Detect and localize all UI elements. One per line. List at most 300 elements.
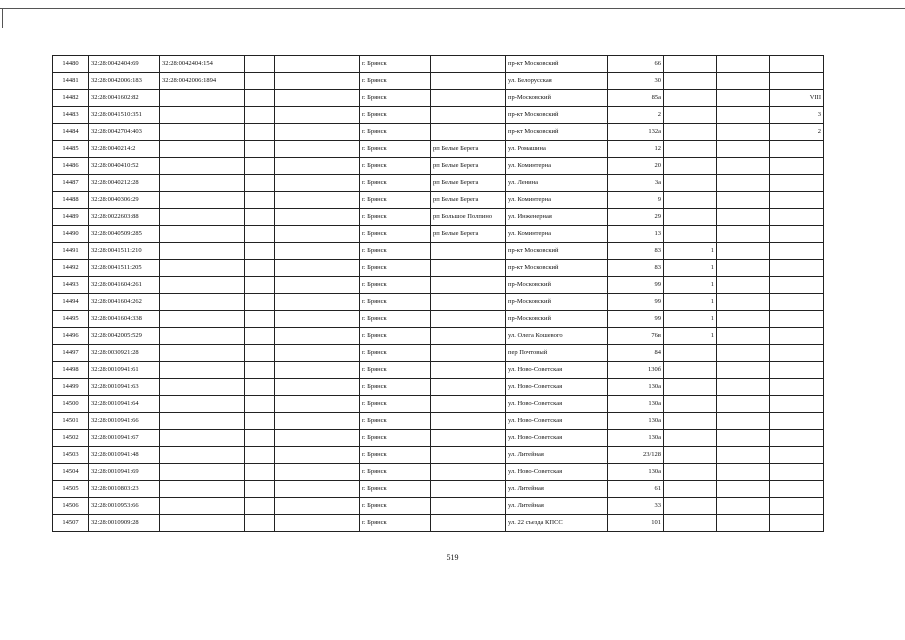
cell-value-2 xyxy=(717,498,770,515)
cell-value-2 xyxy=(717,277,770,294)
cell-street: пр-Московский xyxy=(506,311,608,328)
cell-settlement xyxy=(431,498,506,515)
cell-related-cadastral-number xyxy=(160,226,245,243)
cell-related-cadastral-number xyxy=(160,345,245,362)
cell-value-1 xyxy=(664,498,717,515)
table-row xyxy=(53,107,824,124)
cell-record-number: 14492 xyxy=(53,260,89,277)
cell-city: г. Брянск xyxy=(360,107,431,124)
cell-street: пр-кт Московский xyxy=(506,124,608,141)
cell-cadastral-number: 32:28:0041602:82 xyxy=(89,90,160,107)
cell-related-cadastral-number xyxy=(160,311,245,328)
cell-cadastral-number: 32:28:0010909:28 xyxy=(89,515,160,532)
cell-settlement xyxy=(431,481,506,498)
table-row xyxy=(53,481,824,498)
cell-settlement xyxy=(431,124,506,141)
cell-value-3 xyxy=(770,56,824,73)
cell-related-cadastral-number xyxy=(160,277,245,294)
cell-value-2 xyxy=(717,413,770,430)
cell-settlement xyxy=(431,430,506,447)
cell-record-number: 14487 xyxy=(53,175,89,192)
cell-cadastral-number: 32:28:0041604:261 xyxy=(89,277,160,294)
cell-record-number: 14501 xyxy=(53,413,89,430)
cell-related-cadastral-number xyxy=(160,430,245,447)
cell-house-number: 99 xyxy=(608,294,664,311)
table-row xyxy=(53,277,824,294)
cell-cadastral-number: 32:28:0010941:66 xyxy=(89,413,160,430)
cell-empty xyxy=(275,158,360,175)
cell-empty xyxy=(275,107,360,124)
cell-empty xyxy=(275,260,360,277)
cell-settlement xyxy=(431,107,506,124)
cell-record-number: 14491 xyxy=(53,243,89,260)
cell-related-cadastral-number xyxy=(160,447,245,464)
cell-empty xyxy=(275,90,360,107)
cell-cadastral-number: 32:28:0042005:529 xyxy=(89,328,160,345)
cell-city: г. Брянск xyxy=(360,362,431,379)
cell-empty xyxy=(275,294,360,311)
cell-city: г. Брянск xyxy=(360,311,431,328)
cell-house-number: 130а xyxy=(608,396,664,413)
cell-settlement xyxy=(431,311,506,328)
cell-settlement xyxy=(431,90,506,107)
cell-house-number: 85а xyxy=(608,90,664,107)
cell-house-number: 130б xyxy=(608,362,664,379)
cell-record-number: 14489 xyxy=(53,209,89,226)
table-row xyxy=(53,124,824,141)
cell-value-1 xyxy=(664,141,717,158)
cell-empty xyxy=(275,447,360,464)
cell-settlement xyxy=(431,56,506,73)
cell-street: ул. Олега Кошевого xyxy=(506,328,608,345)
cell-empty xyxy=(245,345,275,362)
cell-value-1 xyxy=(664,56,717,73)
cell-house-number: 99 xyxy=(608,311,664,328)
cell-street: пер Почтовый xyxy=(506,345,608,362)
cell-street: ул. Коминтерна xyxy=(506,226,608,243)
cell-cadastral-number: 32:28:0042704:403 xyxy=(89,124,160,141)
cell-street: ул. Ново-Советская xyxy=(506,464,608,481)
cell-city: г. Брянск xyxy=(360,158,431,175)
cell-value-1 xyxy=(664,124,717,141)
table-row xyxy=(53,192,824,209)
cell-empty xyxy=(275,243,360,260)
cell-empty xyxy=(275,73,360,90)
cell-city: г. Брянск xyxy=(360,515,431,532)
cell-city: г. Брянск xyxy=(360,141,431,158)
cell-empty xyxy=(275,124,360,141)
cell-value-3 xyxy=(770,175,824,192)
cell-cadastral-number: 32:28:0040214:2 xyxy=(89,141,160,158)
cell-city: г. Брянск xyxy=(360,379,431,396)
cell-house-number: 33 xyxy=(608,498,664,515)
cell-empty xyxy=(275,396,360,413)
cell-empty xyxy=(245,209,275,226)
cell-empty xyxy=(275,141,360,158)
cell-related-cadastral-number xyxy=(160,362,245,379)
cell-street: ул. Ново-Советская xyxy=(506,396,608,413)
cell-value-3 xyxy=(770,311,824,328)
cell-value-2 xyxy=(717,328,770,345)
cell-value-3 xyxy=(770,362,824,379)
cell-empty xyxy=(245,243,275,260)
cell-empty xyxy=(245,277,275,294)
cell-empty xyxy=(245,260,275,277)
table-row xyxy=(53,73,824,90)
cell-related-cadastral-number xyxy=(160,379,245,396)
cell-city: г. Брянск xyxy=(360,430,431,447)
cell-empty xyxy=(275,379,360,396)
cell-empty xyxy=(245,107,275,124)
cell-value-3 xyxy=(770,396,824,413)
cell-value-3: 3 xyxy=(770,107,824,124)
cell-value-1 xyxy=(664,90,717,107)
cell-empty xyxy=(275,430,360,447)
cell-cadastral-number: 32:28:0040410:52 xyxy=(89,158,160,175)
cell-value-3: 2 xyxy=(770,124,824,141)
cell-empty xyxy=(245,447,275,464)
cell-cadastral-number: 32:28:0042006:183 xyxy=(89,73,160,90)
cell-value-3 xyxy=(770,464,824,481)
cell-cadastral-number: 32:28:0010941:67 xyxy=(89,430,160,447)
table-row xyxy=(53,226,824,243)
cell-value-3 xyxy=(770,73,824,90)
cell-related-cadastral-number: 32:28:0042404:154 xyxy=(160,56,245,73)
cell-city: г. Брянск xyxy=(360,260,431,277)
cell-house-number: 130а xyxy=(608,413,664,430)
cell-value-2 xyxy=(717,158,770,175)
cell-record-number: 14498 xyxy=(53,362,89,379)
cell-house-number: 130а xyxy=(608,464,664,481)
cell-cadastral-number: 32:28:0040212:28 xyxy=(89,175,160,192)
cell-record-number: 14503 xyxy=(53,447,89,464)
cell-street: пр-кт Московский xyxy=(506,56,608,73)
cell-settlement xyxy=(431,515,506,532)
cell-related-cadastral-number: 32:28:0042006:1894 xyxy=(160,73,245,90)
cell-street: пр-Московский xyxy=(506,294,608,311)
cell-record-number: 14482 xyxy=(53,90,89,107)
cell-value-2 xyxy=(717,294,770,311)
cell-record-number: 14502 xyxy=(53,430,89,447)
cell-empty xyxy=(245,515,275,532)
cell-street: ул. Коминтерна xyxy=(506,192,608,209)
table-row xyxy=(53,141,824,158)
table-row xyxy=(53,158,824,175)
cell-related-cadastral-number xyxy=(160,515,245,532)
cell-street: пр-кт Московский xyxy=(506,260,608,277)
cell-related-cadastral-number xyxy=(160,243,245,260)
cell-empty xyxy=(245,481,275,498)
cell-related-cadastral-number xyxy=(160,481,245,498)
cell-empty xyxy=(275,192,360,209)
cell-value-3: VIII xyxy=(770,90,824,107)
cell-settlement xyxy=(431,447,506,464)
cell-house-number: 61 xyxy=(608,481,664,498)
cell-cadastral-number: 32:28:0042404:69 xyxy=(89,56,160,73)
cell-value-1 xyxy=(664,192,717,209)
cell-value-1 xyxy=(664,362,717,379)
cell-empty xyxy=(245,379,275,396)
cell-city: г. Брянск xyxy=(360,413,431,430)
cell-related-cadastral-number xyxy=(160,90,245,107)
cell-value-1 xyxy=(664,73,717,90)
cell-record-number: 14505 xyxy=(53,481,89,498)
registry-body xyxy=(53,56,824,532)
cell-value-3 xyxy=(770,430,824,447)
cell-record-number: 14507 xyxy=(53,515,89,532)
cell-related-cadastral-number xyxy=(160,413,245,430)
cell-city: г. Брянск xyxy=(360,345,431,362)
cell-house-number: 99 xyxy=(608,277,664,294)
cell-value-1 xyxy=(664,345,717,362)
cell-value-1 xyxy=(664,464,717,481)
cell-value-3 xyxy=(770,192,824,209)
cell-house-number: 76в xyxy=(608,328,664,345)
cell-record-number: 14500 xyxy=(53,396,89,413)
cell-cadastral-number: 32:28:0040306:29 xyxy=(89,192,160,209)
cell-street: ул. Литейная xyxy=(506,498,608,515)
cell-empty xyxy=(275,515,360,532)
cell-value-2 xyxy=(717,56,770,73)
cell-empty xyxy=(245,124,275,141)
cell-cadastral-number: 32:28:0041604:338 xyxy=(89,311,160,328)
table-row xyxy=(53,260,824,277)
cell-record-number: 14486 xyxy=(53,158,89,175)
cell-empty xyxy=(245,464,275,481)
cell-related-cadastral-number xyxy=(160,107,245,124)
cell-settlement: рп Белые Берега xyxy=(431,226,506,243)
cell-street: пр-кт Московский xyxy=(506,243,608,260)
cell-settlement xyxy=(431,294,506,311)
cell-related-cadastral-number xyxy=(160,209,245,226)
cell-value-2 xyxy=(717,260,770,277)
cell-empty xyxy=(245,362,275,379)
cell-cadastral-number: 32:28:0010941:64 xyxy=(89,396,160,413)
table-row xyxy=(53,362,824,379)
cell-record-number: 14497 xyxy=(53,345,89,362)
cell-cadastral-number: 32:28:0030921:28 xyxy=(89,345,160,362)
cell-empty xyxy=(275,311,360,328)
cell-value-3 xyxy=(770,498,824,515)
cell-street: ул. Ленина xyxy=(506,175,608,192)
table-row xyxy=(53,413,824,430)
cell-value-2 xyxy=(717,209,770,226)
cell-record-number: 14506 xyxy=(53,498,89,515)
cell-cadastral-number: 32:28:0022603:88 xyxy=(89,209,160,226)
cell-street: ул. Белорусская xyxy=(506,73,608,90)
cell-value-3 xyxy=(770,260,824,277)
cell-house-number: 132а xyxy=(608,124,664,141)
cell-related-cadastral-number xyxy=(160,124,245,141)
cell-value-1: 1 xyxy=(664,243,717,260)
cell-value-1 xyxy=(664,447,717,464)
cell-empty xyxy=(245,226,275,243)
cell-street: пр-Московский xyxy=(506,277,608,294)
page-top-rule xyxy=(0,8,905,9)
cell-street: пр-Московский xyxy=(506,90,608,107)
cell-value-3 xyxy=(770,328,824,345)
cell-settlement xyxy=(431,73,506,90)
cell-empty xyxy=(245,141,275,158)
cell-record-number: 14484 xyxy=(53,124,89,141)
cell-value-1 xyxy=(664,481,717,498)
cell-empty xyxy=(245,73,275,90)
cell-settlement xyxy=(431,413,506,430)
cell-empty xyxy=(245,430,275,447)
cell-value-1: 1 xyxy=(664,277,717,294)
cell-value-2 xyxy=(717,362,770,379)
cell-street: ул. Ново-Советская xyxy=(506,413,608,430)
cell-house-number: 66 xyxy=(608,56,664,73)
cell-cadastral-number: 32:28:0041510:351 xyxy=(89,107,160,124)
cell-value-3 xyxy=(770,515,824,532)
cell-cadastral-number: 32:28:0010941:48 xyxy=(89,447,160,464)
table-row xyxy=(53,328,824,345)
cell-city: г. Брянск xyxy=(360,277,431,294)
cell-empty xyxy=(245,498,275,515)
cell-settlement xyxy=(431,396,506,413)
cell-value-2 xyxy=(717,107,770,124)
cell-empty xyxy=(245,396,275,413)
cell-street: ул. Инженерная xyxy=(506,209,608,226)
cell-value-3 xyxy=(770,277,824,294)
cell-city: г. Брянск xyxy=(360,209,431,226)
cell-value-1: 1 xyxy=(664,328,717,345)
cell-empty xyxy=(275,56,360,73)
cell-related-cadastral-number xyxy=(160,498,245,515)
cell-empty xyxy=(245,311,275,328)
cell-value-3 xyxy=(770,294,824,311)
cell-city: г. Брянск xyxy=(360,447,431,464)
cell-value-1 xyxy=(664,226,717,243)
cell-house-number: 29 xyxy=(608,209,664,226)
cell-related-cadastral-number xyxy=(160,464,245,481)
cell-city: г. Брянск xyxy=(360,56,431,73)
cell-city: г. Брянск xyxy=(360,243,431,260)
cell-cadastral-number: 32:28:0010941:63 xyxy=(89,379,160,396)
cell-empty xyxy=(275,464,360,481)
cell-street: ул. Коминтерна xyxy=(506,158,608,175)
cell-settlement xyxy=(431,379,506,396)
cell-empty xyxy=(275,498,360,515)
cell-value-1 xyxy=(664,158,717,175)
cell-value-2 xyxy=(717,345,770,362)
cell-value-1 xyxy=(664,379,717,396)
cell-value-2 xyxy=(717,192,770,209)
cell-empty xyxy=(245,158,275,175)
cell-record-number: 14504 xyxy=(53,464,89,481)
cell-house-number: 84 xyxy=(608,345,664,362)
cell-settlement xyxy=(431,243,506,260)
cell-value-3 xyxy=(770,226,824,243)
table-row xyxy=(53,396,824,413)
cell-value-1 xyxy=(664,413,717,430)
cell-settlement: рп Белые Берега xyxy=(431,192,506,209)
cell-city: г. Брянск xyxy=(360,294,431,311)
table-row xyxy=(53,379,824,396)
cell-empty xyxy=(245,328,275,345)
cell-value-3 xyxy=(770,209,824,226)
cell-city: г. Брянск xyxy=(360,498,431,515)
cell-house-number: 20 xyxy=(608,158,664,175)
cell-record-number: 14485 xyxy=(53,141,89,158)
cell-record-number: 14494 xyxy=(53,294,89,311)
cell-city: г. Брянск xyxy=(360,124,431,141)
cell-empty xyxy=(245,90,275,107)
cell-value-2 xyxy=(717,243,770,260)
cell-empty xyxy=(275,362,360,379)
cell-value-1 xyxy=(664,209,717,226)
cell-related-cadastral-number xyxy=(160,260,245,277)
cell-record-number: 14496 xyxy=(53,328,89,345)
cell-city: г. Брянск xyxy=(360,90,431,107)
cell-city: г. Брянск xyxy=(360,175,431,192)
page-number: 519 xyxy=(446,553,459,562)
table-row xyxy=(53,243,824,260)
cell-value-2 xyxy=(717,379,770,396)
cell-city: г. Брянск xyxy=(360,464,431,481)
cell-empty xyxy=(275,277,360,294)
cell-empty xyxy=(245,294,275,311)
cell-city: г. Брянск xyxy=(360,226,431,243)
cell-house-number: 13 xyxy=(608,226,664,243)
cell-value-2 xyxy=(717,430,770,447)
cell-empty xyxy=(275,413,360,430)
cell-settlement xyxy=(431,464,506,481)
cell-value-2 xyxy=(717,73,770,90)
table-row xyxy=(53,209,824,226)
cell-street: ул. Ромашина xyxy=(506,141,608,158)
cell-related-cadastral-number xyxy=(160,328,245,345)
cell-house-number: 130а xyxy=(608,379,664,396)
cell-value-1: 1 xyxy=(664,260,717,277)
cell-house-number: 130а xyxy=(608,430,664,447)
table-row xyxy=(53,464,824,481)
cell-value-2 xyxy=(717,124,770,141)
cell-value-2 xyxy=(717,515,770,532)
cell-related-cadastral-number xyxy=(160,158,245,175)
cell-value-2 xyxy=(717,481,770,498)
cell-record-number: 14488 xyxy=(53,192,89,209)
cell-value-2 xyxy=(717,175,770,192)
cell-value-3 xyxy=(770,345,824,362)
cell-street: ул. 22 съезда КПСС xyxy=(506,515,608,532)
cell-city: г. Брянск xyxy=(360,73,431,90)
table-row xyxy=(53,90,824,107)
cell-house-number: 101 xyxy=(608,515,664,532)
cell-empty xyxy=(275,226,360,243)
cell-settlement: рп Белые Берега xyxy=(431,158,506,175)
table-row xyxy=(53,447,824,464)
cell-settlement xyxy=(431,277,506,294)
cell-related-cadastral-number xyxy=(160,192,245,209)
cell-value-3 xyxy=(770,379,824,396)
cell-value-1 xyxy=(664,515,717,532)
cell-cadastral-number: 32:28:0041604:262 xyxy=(89,294,160,311)
cell-value-3 xyxy=(770,158,824,175)
cell-value-2 xyxy=(717,226,770,243)
cell-street: ул. Ново-Советская xyxy=(506,379,608,396)
cell-record-number: 14481 xyxy=(53,73,89,90)
cell-settlement: рп Белые Берега xyxy=(431,141,506,158)
table-row xyxy=(53,175,824,192)
cell-value-3 xyxy=(770,243,824,260)
table-row xyxy=(53,56,824,73)
cell-house-number: 23/128 xyxy=(608,447,664,464)
table-row xyxy=(53,345,824,362)
cell-house-number: 30 xyxy=(608,73,664,90)
cell-cadastral-number: 32:28:0041511:205 xyxy=(89,260,160,277)
